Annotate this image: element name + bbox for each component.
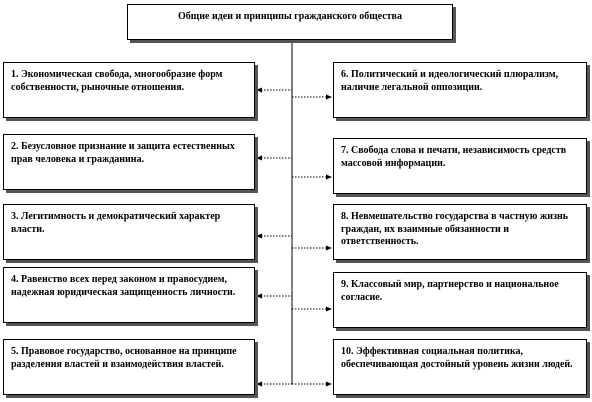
diagram-title: Общие идеи и принципы гражданского общества [127, 4, 453, 40]
right-box-7: 7. Свобода слова и печати, независимость средств массовой информации. [333, 138, 587, 194]
right-box-8: 8. Невмешательство государства в частную жизнь граждан, их взаимные обязанности и ответственность. [333, 204, 587, 260]
right-box-9: 9. Классовый мир, партнерство и национальное согласие. [333, 272, 587, 328]
left-box-1: 1. Экономическая свобода, многообразие форм собственности, рыночные отношения. [3, 62, 255, 118]
right-box-10: 10. Эффективная социальная политика, обеспечивающая достойный уровень жизни людей. [333, 339, 587, 395]
left-box-4: 4. Равенство всех перед законом и правосудием, надежная юридическая защищенность личности. [3, 267, 255, 323]
left-box-2: 2. Безусловное признание и защита естественных прав человека и гражданина. [3, 134, 255, 190]
left-box-5: 5. Правовое государство, основанное на принципе разделения властей и взаимодействия властей. [3, 339, 255, 395]
left-box-3: 3. Легитимность и демократический характер власти. [3, 204, 255, 260]
right-box-6: 6. Политический и идеологический плюрализм, наличие легальной оппозиции. [333, 62, 587, 118]
